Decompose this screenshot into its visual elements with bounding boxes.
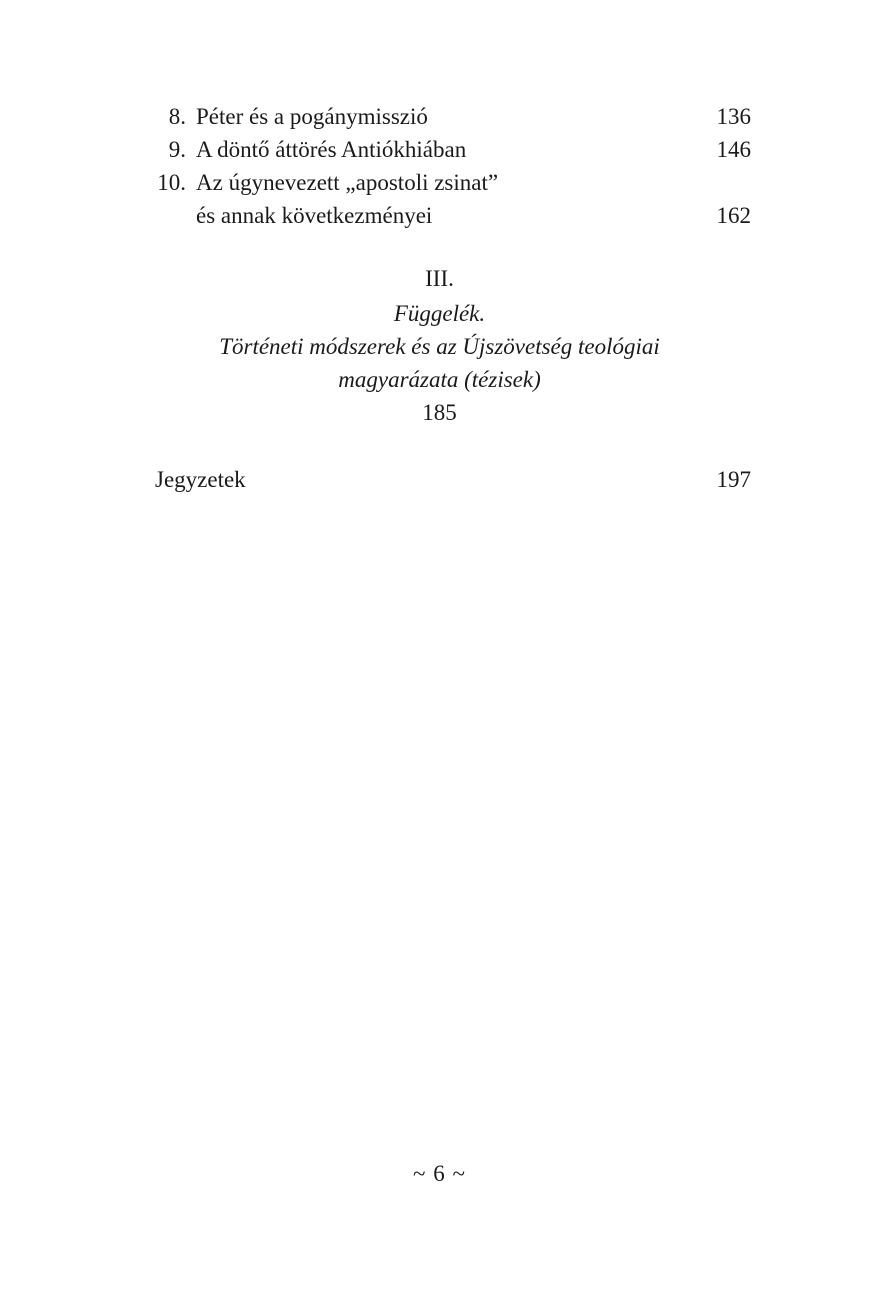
section-subtitle-line-2: magyarázata (tézisek): [338, 367, 541, 392]
page-number-footer: ~ 6 ~: [413, 1161, 466, 1186]
section-title-block: [0, 297, 879, 429]
section-heading: [0, 262, 879, 295]
toc-entry-10: [0, 166, 879, 232]
toc-title-line-1: Az úgynevezett „apostoli zsinat”: [196, 170, 499, 195]
section-roman-numeral: III.: [425, 266, 454, 291]
toc-number: 8.: [168, 104, 186, 129]
toc-number: 9.: [168, 137, 186, 162]
toc-number: 10.: [157, 170, 186, 195]
toc-page-number: 162: [716, 203, 751, 228]
section-subtitle-line-1: Történeti módszerek és az Újszövetség teológiai: [219, 334, 660, 359]
toc-page-number: 136: [716, 104, 751, 129]
section-page-number: 185: [422, 400, 457, 425]
notes-label: Jegyzetek: [155, 467, 246, 492]
toc-page-number: 146: [716, 137, 751, 162]
section-title: Függelék.: [393, 301, 486, 326]
toc-entry-9: [0, 133, 879, 166]
toc-title-line-2: és annak következményei: [196, 203, 433, 228]
notes-page-number: 197: [716, 467, 751, 492]
toc-title: Péter és a pogánymisszió: [196, 104, 428, 129]
toc-title: A döntő áttörés Antiókhiában: [196, 137, 467, 162]
toc-entry-notes: [0, 463, 879, 496]
toc-entry-8: [0, 100, 879, 133]
